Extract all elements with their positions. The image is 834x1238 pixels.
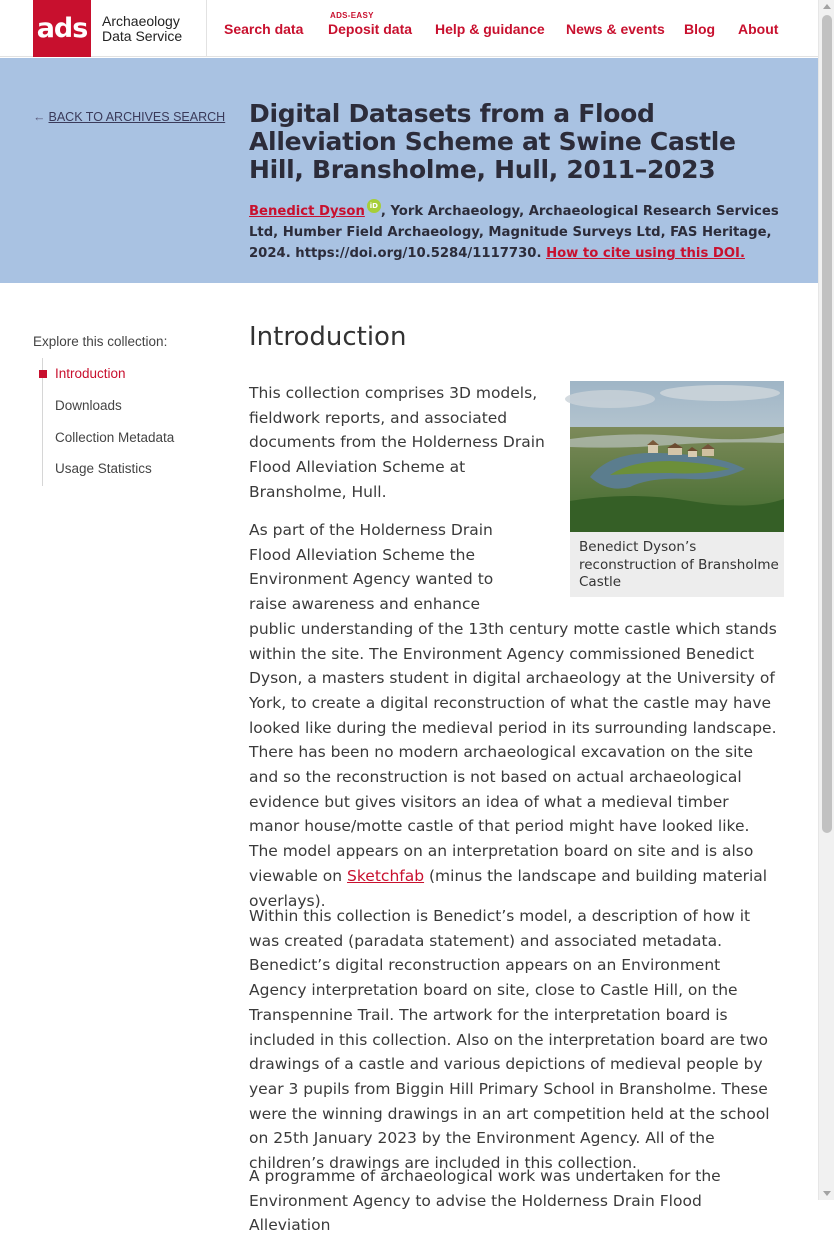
paragraph-2-text-end: (minus the landscape and building material overlays).: [249, 866, 768, 910]
nav-news-events[interactable]: News & events: [566, 21, 665, 37]
logo-mark: ads: [33, 0, 91, 57]
author-link[interactable]: Benedict Dyson: [249, 204, 365, 219]
intro-paragraph-3: Within this collection is Benedict’s model, a description of how it was created (paradata statement) and associated metadata. Benedict’s digital reconstruction appears on an Environment Agency interpretation board on site, close to Castle Hill, on the Transpennine Trail. The artwork for the interpretation board is included in this collection. Also on the interpretation board are two drawings of a castle and various depictions of medieval people by year 3 pupils from Biggin Hill Primary School in Bransholme. These were the winning drawings in an art competition held at the school on 25th January 2023 by the Environment Agency. All of the children’s drawings are included in this collection.: [249, 907, 770, 1173]
citation-text: , York Archaeology, Archaeological Research Services Ltd, Humber Field Archaeology, Magnitude Surveys Ltd, FAS Heritage, 2024. https://doi.org/10.5284/1117730.: [249, 204, 779, 261]
sketchfab-link[interactable]: Sketchfab: [347, 866, 425, 885]
page-title: Digital Datasets from a Flood Alleviation Scheme at Swine Castle Hill, Bransholme, Hull, 2011–2023: [249, 99, 736, 184]
sidebar-item-collection-metadata[interactable]: Collection Metadata: [55, 430, 175, 445]
explore-label: Explore this collection:: [33, 334, 168, 349]
how-to-cite-link[interactable]: How to cite using this DOI.: [546, 246, 745, 261]
back-to-archives-link[interactable]: [33, 110, 225, 124]
active-marker-icon: [39, 370, 47, 378]
logo-text: [102, 14, 182, 44]
nav-deposit-data[interactable]: Deposit data: [328, 21, 413, 37]
left-arrow-icon: ←: [33, 110, 46, 124]
nav-blog[interactable]: Blog: [684, 21, 716, 37]
intro-paragraph-1: This collection comprises 3D models, fieldwork reports, and associated documents from the Holderness Drain Flood Alleviation Scheme at Bransholme, Hull.: [249, 384, 545, 501]
nav-deposit-superscript: ADS-EASY: [330, 11, 374, 20]
site-header: [0, 0, 818, 57]
figure-caption: Benedict Dyson’s reconstruction of Bransholme Castle: [579, 539, 779, 590]
section-title: Introduction: [249, 322, 407, 352]
back-link-label: BACK TO ARCHIVES SEARCH: [48, 110, 226, 124]
figure-float-spacer: [519, 518, 779, 600]
intro-paragraph-4: A programme of archaeological work was undertaken for the Environment Agency to advise the Holderness Drain Flood Alleviation: [249, 1167, 721, 1235]
nav-about[interactable]: About: [738, 21, 779, 37]
logo-line-1: Archaeology: [102, 12, 180, 29]
site-logo[interactable]: [33, 0, 182, 57]
intro-paragraph-2: [249, 518, 779, 913]
nav-search-data[interactable]: Search data: [224, 21, 304, 37]
scroll-down-arrow-icon[interactable]: [823, 1191, 831, 1196]
header-divider: [206, 0, 207, 57]
sidebar-item-introduction[interactable]: Introduction: [55, 366, 126, 381]
paragraph-2-text: As part of the Holderness Drain Flood Alleviation Scheme the Environment Agency wanted to raise awareness and enhance public understanding of the 13th century motte castle which stands within the site. The Environment Agency commissioned Benedict Dyson, a masters student in digital archaeology at the University of York, to create a digital reconstruction of what the castle may have looked like during the medieval period in its surrounding landscape. There has been no modern archaeological excavation on the site and so the reconstruction is not based on actual archaeological evidence but gives visitors an idea of what a medieval timber manor house/motte castle of that period might have looked like. The model appears on an interpretation board on site and is also viewable on: [249, 521, 777, 885]
scrollbar-thumb[interactable]: [822, 15, 832, 833]
page-scrollbar[interactable]: [818, 0, 834, 1200]
orcid-icon[interactable]: iD: [367, 199, 381, 213]
collection-citation: [249, 199, 789, 264]
sidebar-item-usage-statistics[interactable]: Usage Statistics: [55, 461, 152, 476]
nav-help-guidance[interactable]: Help & guidance: [435, 21, 545, 37]
castle-reconstruction-image[interactable]: [570, 381, 784, 532]
collection-nav: [42, 358, 212, 486]
sidebar-item-downloads[interactable]: Downloads: [55, 398, 122, 413]
collection-hero: [0, 58, 818, 283]
scroll-up-arrow-icon[interactable]: [823, 4, 831, 9]
logo-line-2: Data Service: [102, 27, 183, 44]
